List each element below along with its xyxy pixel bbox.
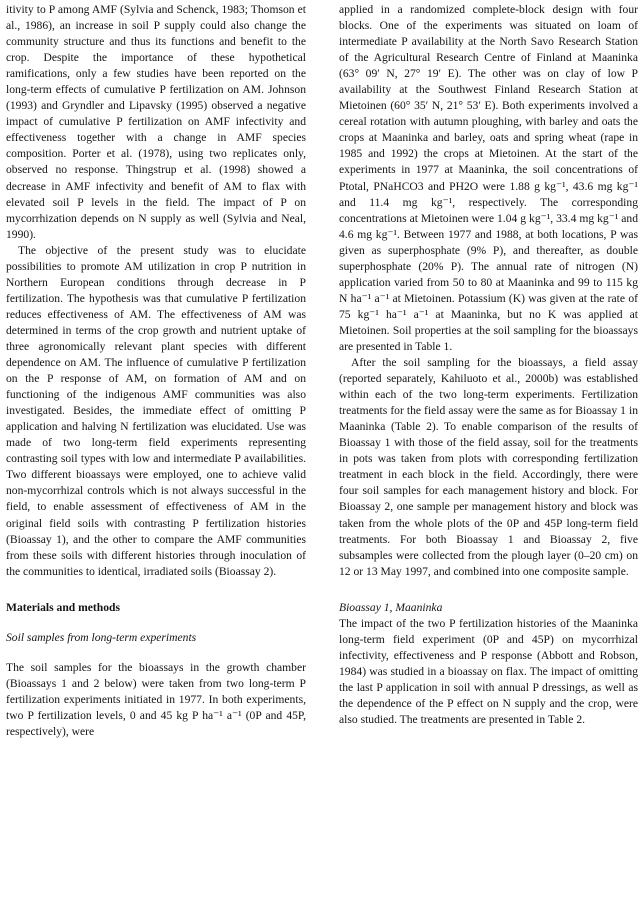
subsection-heading-soil-samples: Soil samples from long-term experiments <box>6 630 197 644</box>
soil-samples-paragraph: The soil samples for the bioassays in the growth chamber (Bioassays 1 and 2 below) were taken from two long-term P fertilization experiments initiated in 1977. In both experiments, two P fertilization levels, 0 and 45 kg P ha⁻¹ a⁻¹ (0P and 45P, respectively), were <box>6 660 306 738</box>
section-heading-materials-methods: Materials and methods <box>6 600 121 614</box>
intro-paragraph-1: itivity to P among AMF (Sylvia and Schenck, 1983; Thomson et al., 1986), an increase in soil P supply could also change the community structure and thus its functions and benefit to the crop. Despite the importance of these hypothetical ramifications, only a few studies have been reported on the long-term effects of cumulative P fertilization on AM. Johnson (1993) and Gryndler and Lipavsky (1995) observed a negative impact of cumulative P fertilization on AMF infectivity and effectiveness together with a change in AMF species composition. Porter et al. (1978), using two replicates only, observed no response. Thingstrup et al. (1998) showed a decrease in AMF infectivity and benefit of AM to flax with elevated soil P levels in the field. The impact of P on mycorrhization depends on N supply as well (Sylvia and Neal, 1990). <box>6 3 306 241</box>
subsection-heading-bioassay-1: Bioassay 1, Maaninka <box>339 600 443 614</box>
objective-paragraph: The objective of the present study was to elucidate possibilities to promote AM utilization in crop P nutrition in Northern European conditions through decrease in P fertilization. The hypothesis was that cumulative P fertilization reduces effectiveness of AM. The effectiveness of AM was determined in terms of the crop growth and nutrient uptake of three agronomically relevant plant species with different dependence on AM. The influence of cumulative P fertilization on the P response of AM, on formation of AM and on functioning of the indigenous AMF communities was also investigated. Besides, the immediate effect of omitting P application and halving N fertilization was elucidated. Use was made of two long-term field experiments representing contrasting soil types with low and intermediate P availabilities. Two different bioassays were employed, one to achieve valid non-mycorrhizal controls which is not always successful in the field, to enable assessment of effectiveness of AM in the original field soils with contrasting P fertilization histories (Bioassay 1), and the other to compare the AMF communities from these soils with different histories through inoculation of the communities to identical, irradiated soils (Bioassay 2). <box>6 243 306 578</box>
experiment-sites-paragraph: applied in a randomized complete-block design with four blocks. One of the experiments was situated on loam of intermediate P availability at the North Savo Research Station of the Agricultural Research Centre of Finland at Maaninka (63° 09′ N, 27° 19′ E). The other was on clay of low P availability at the Southwest Finland Research Station at Mietoinen (60° 35′ N, 21° 53′ E). Both experiments involved a cereal rotation with autumn ploughing, with barley and oats the crops at Maaninka and barley, oats and spring wheat (rape in 1985 and 1992) the crops at Mietoinen. At the start of the experiments in 1977 at Maaninka, the soil concentrations of Ptotal, PNaHCO3 and PH2O were 1.88 g kg⁻¹, 43.6 mg kg⁻¹ and 11.4 mg kg⁻¹, respectively. The corresponding concentrations at Mietoinen were 1.04 g kg⁻¹, 33.4 mg kg⁻¹ and 4.6 mg kg⁻¹. Between 1977 and 1988, at both locations, P was given as superphosphate (9% P), and thereafter, as double superphosphate (20% P). The annual rate of nitrogen (N) application varied from 50 to 80 at Maaninka and 99 to 115 kg N ha⁻¹ a⁻¹ at Mietoinen. Potassium (K) was given at the rate of 75 kg⁻¹ ha⁻¹ a⁻¹ at Maaninka, but no K was applied at Mietoinen. Soil properties at the soil sampling for the bioassays are presented in Table 1. <box>339 3 638 353</box>
field-assay-paragraph: After the soil sampling for the bioassays, a field assay (reported separately, Kahiluoto et al., 2000b) was established within each of the two long-term experiments. Fertilization treatments for the field assay were the same as for Bioassay 1 in Maaninka (Table 2). To enable comparison of the results of Bioassay 1 with those of the field assay, soil for the treatments in pots was taken from plots with corresponding fertilization treatment in each block in the field. Accordingly, there were four soil samples for each management history and block. For Bioassay 2, one sample per management history and block was taken from the whole plots of the 0P and 45P long-term field treatments. For both Bioassay 1 and Bioassay 2, five subsamples were collected from the plough layer (0–20 cm) on 12 or 13 May 1997, and combined into one composite sample. <box>339 356 638 578</box>
bioassay-1-paragraph: The impact of the two P fertilization histories of the Maaninka long-term field experiment (0P and 45P) on mycorrhizal infectivity, effectiveness and P response (Abbott and Robson, 1984) was studied in a bioassay on flax. The impact of omitting the last P application in soil with annual P dressings, as well as the dependence of the P effect on N supply and the crop, were also studied. The treatments are presented in Table 2. <box>339 616 638 727</box>
right-column <box>339 2 638 728</box>
left-column <box>6 2 306 740</box>
